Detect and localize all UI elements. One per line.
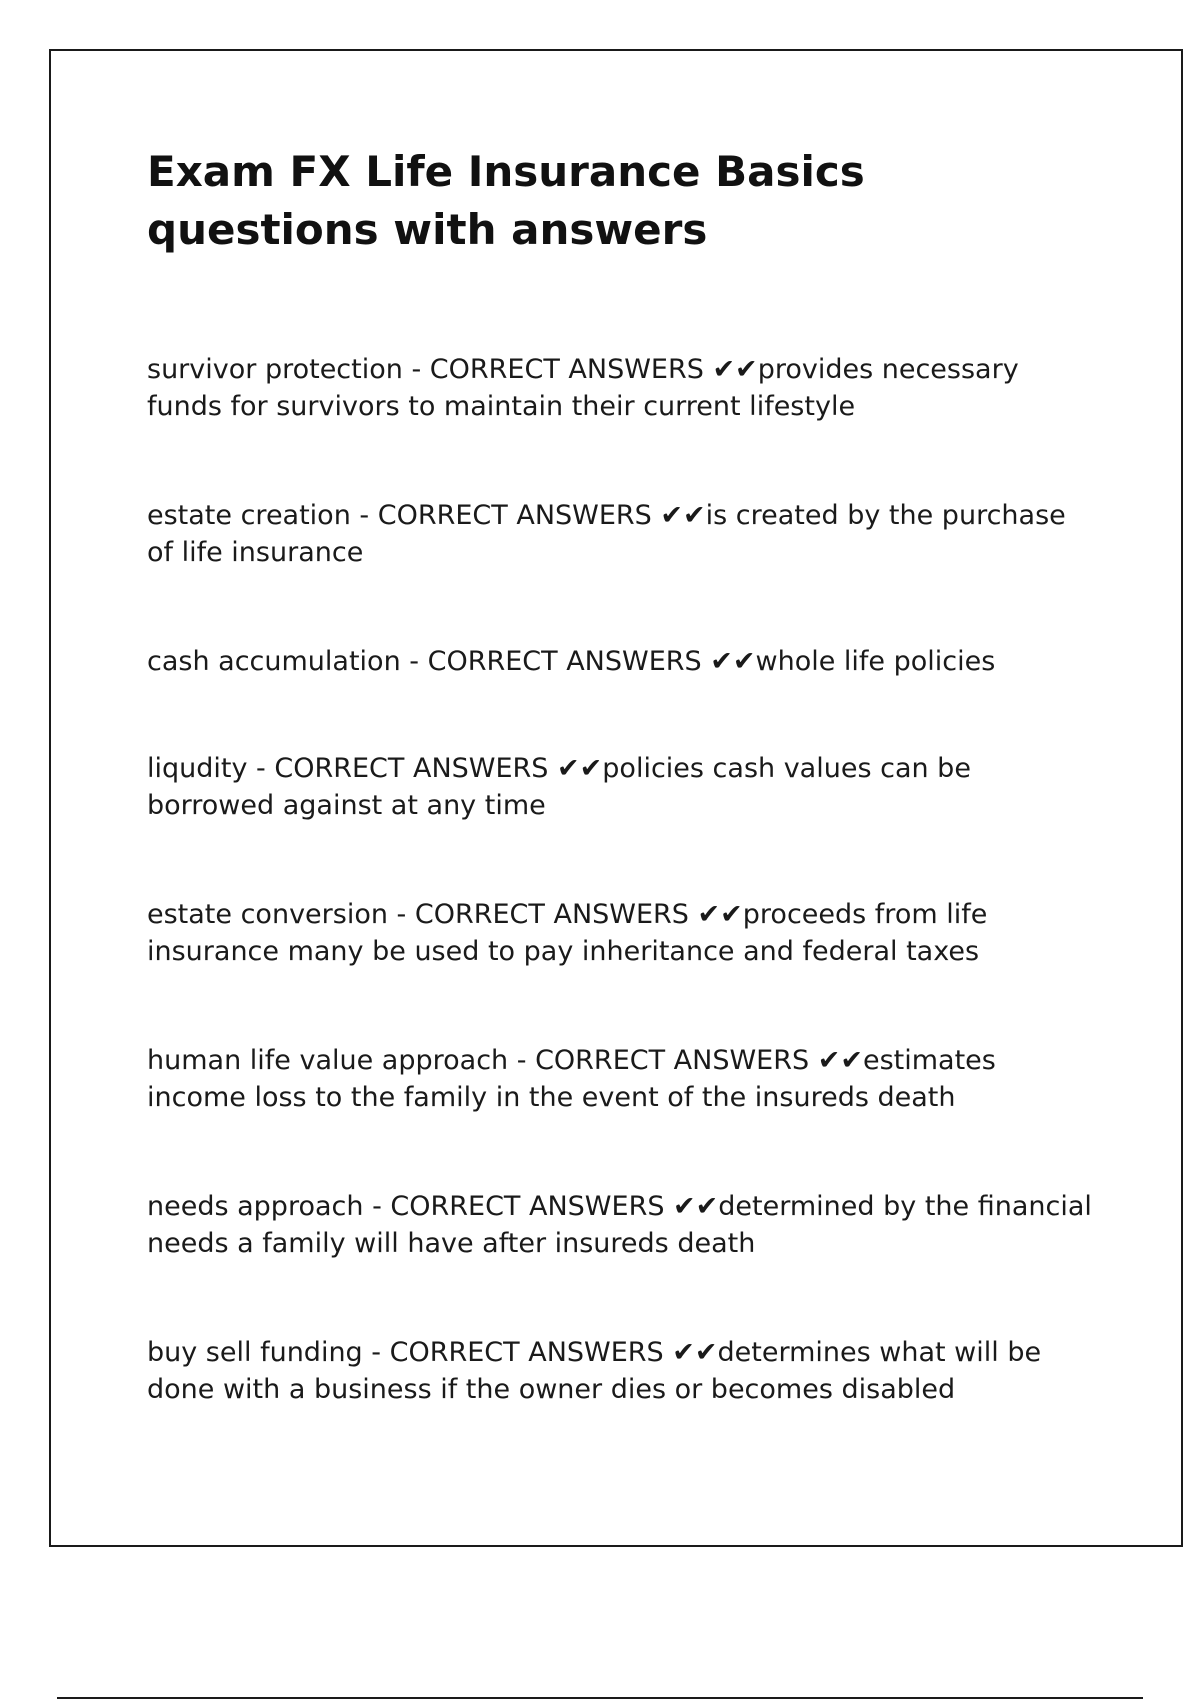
- document-title-line1: Exam FX Life Insurance Basics: [147, 147, 865, 196]
- qa-term: needs approach: [147, 1191, 364, 1222]
- qa-separator: - CORRECT ANSWERS ✔✔: [387, 899, 743, 930]
- qa-term: buy sell funding: [147, 1337, 363, 1368]
- document-title-line2: questions with answers: [147, 205, 708, 254]
- qa-item: [147, 643, 1097, 680]
- qa-separator: - CORRECT ANSWERS ✔✔: [508, 1045, 863, 1076]
- qa-separator: - CORRECT ANSWERS ✔✔: [400, 646, 756, 677]
- qa-answer: policies cash values can be borrowed against at any time: [147, 753, 971, 821]
- qa-item: [147, 351, 1097, 425]
- qa-answer: estimates income loss to the family in the event of the insureds death: [147, 1045, 996, 1113]
- qa-term: survivor protection: [147, 354, 403, 385]
- qa-answer: provides necessary funds for survivors to maintain their current lifestyle: [147, 354, 1019, 422]
- qa-item: [147, 1042, 1097, 1116]
- qa-item: [147, 1188, 1097, 1262]
- qa-item: [147, 750, 1097, 824]
- qa-term: human life value approach: [147, 1045, 509, 1076]
- qa-answer: determines what will be done with a business if the owner dies or becomes disabled: [147, 1337, 1042, 1405]
- qa-list: [147, 351, 1097, 1408]
- qa-answer: is created by the purchase of life insurance: [147, 500, 1066, 568]
- qa-item: [147, 1334, 1097, 1408]
- document-title: [147, 143, 1047, 259]
- qa-answer: determined by the financial needs a family will have after insureds death: [147, 1191, 1092, 1259]
- qa-term: estate creation: [147, 500, 351, 531]
- qa-separator: - CORRECT ANSWERS ✔✔: [350, 500, 706, 531]
- qa-term: estate conversion: [147, 899, 388, 930]
- qa-item: [147, 497, 1097, 571]
- qa-separator: - CORRECT ANSWERS ✔✔: [247, 753, 603, 784]
- qa-answer: proceeds from life insurance many be used to pay inheritance and federal taxes: [147, 899, 988, 967]
- qa-item: [147, 896, 1097, 970]
- page-frame: [49, 49, 1183, 1547]
- qa-term: liqudity: [147, 753, 248, 784]
- qa-answer: whole life policies: [755, 646, 996, 677]
- bottom-rule: [57, 1697, 1143, 1699]
- qa-separator: - CORRECT ANSWERS ✔✔: [363, 1191, 719, 1222]
- qa-separator: - CORRECT ANSWERS ✔✔: [402, 354, 758, 385]
- qa-term: cash accumulation: [147, 646, 401, 677]
- qa-separator: - CORRECT ANSWERS ✔✔: [362, 1337, 718, 1368]
